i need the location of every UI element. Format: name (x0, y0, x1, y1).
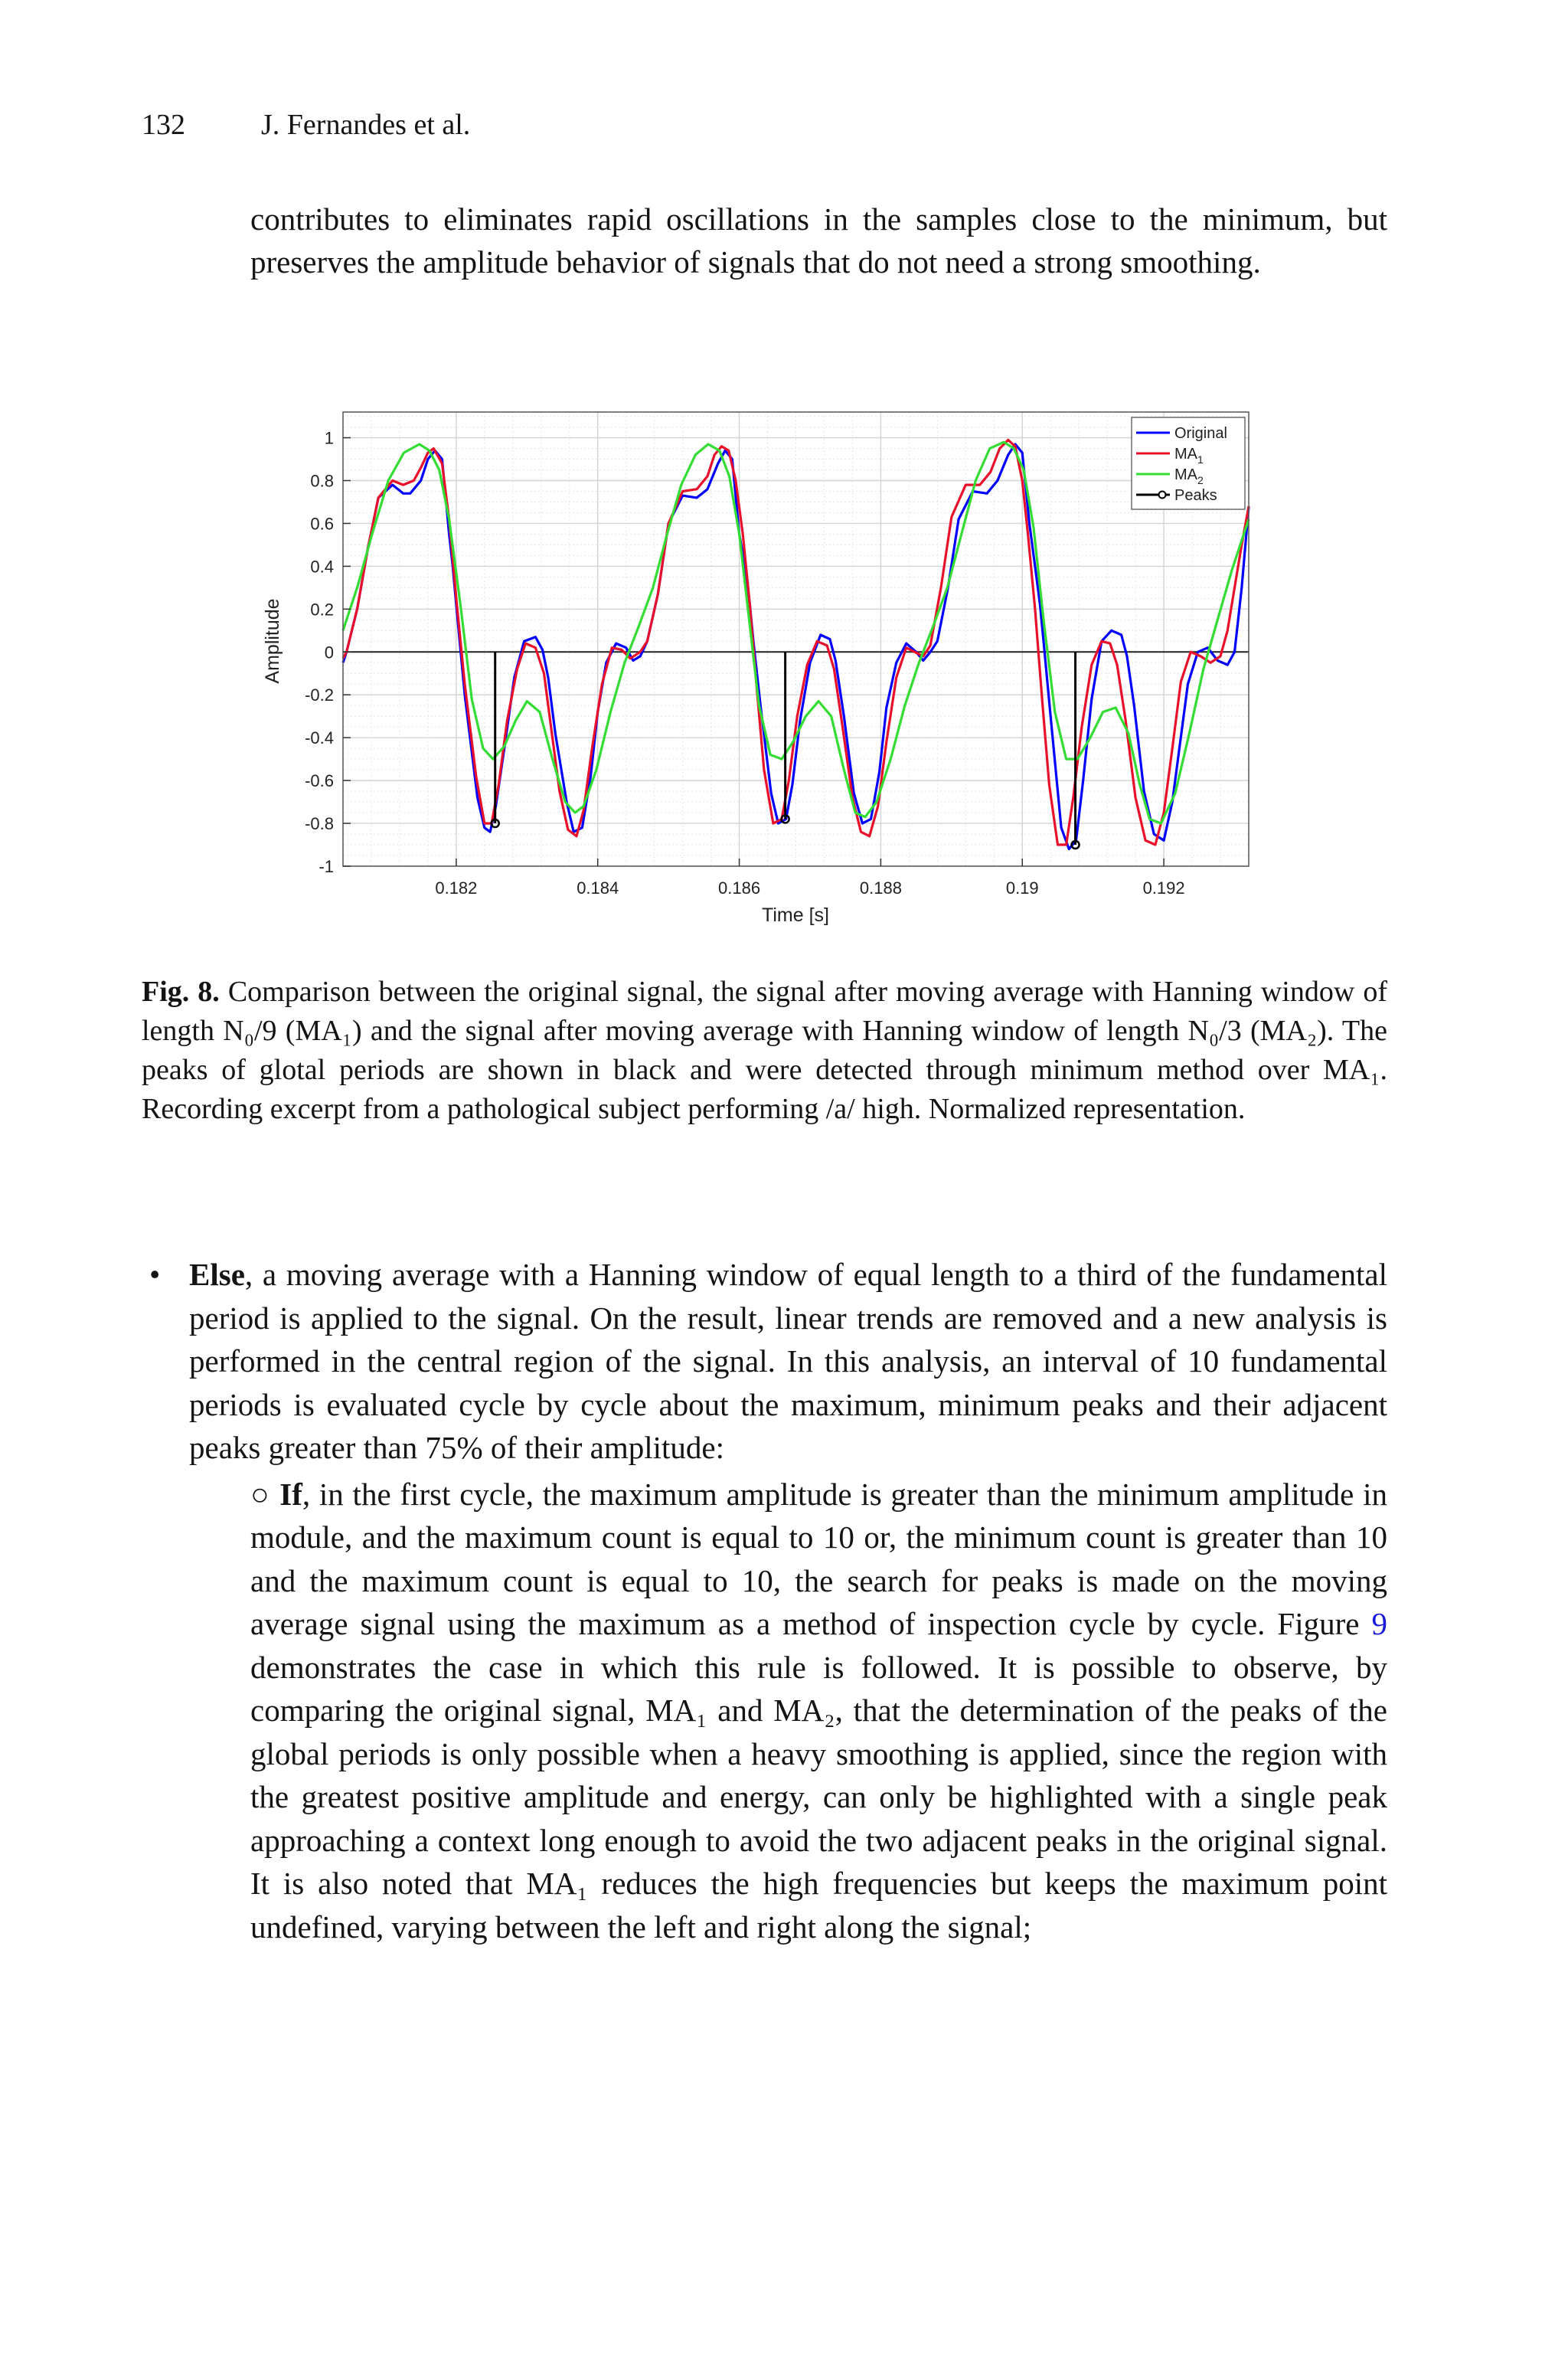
running-title: J. Fernandes et al. (261, 109, 471, 141)
sub-bullet-text (250, 1473, 1387, 1949)
y-tick-label: 0.2 (310, 600, 334, 620)
bullet-symbol: • (149, 1257, 161, 1292)
sub-bullet-body-2: demonstrates the case in which this rule is followed. It is possible to observe, by comparing the original signal, MA₁ and MA₂, that the determination of the peaks of the global periods is only possible when a heavy smoothing is applied, since the region with the greatest positive amplitude and energy, can only be highlighted with a single peak approaching a context long enough to avoid the two adjacent peaks in the original signal. It is also noted that MA₁ reduces the high frequencies but keeps the maximum point undefined, varying between the left and right along the signal; (250, 1649, 1387, 1945)
legend-marker (1159, 492, 1166, 499)
x-axis-label: Time [s] (762, 904, 829, 926)
y-tick-label: -0.8 (305, 814, 334, 834)
sub-bullet-lead: If (279, 1476, 302, 1512)
x-tick-label: 0.184 (577, 878, 619, 898)
x-tick-label: 0.182 (435, 878, 478, 898)
y-tick-label: 0.6 (310, 514, 334, 534)
bullet-list (142, 1253, 1387, 1948)
running-head (142, 106, 470, 144)
legend-label: $MA_2$ (1174, 466, 1204, 486)
y-tick-label: 1 (324, 428, 334, 448)
y-tick-label: -0.4 (305, 728, 334, 748)
y-tick-label: -1 (318, 857, 334, 876)
sub-bullet-item (142, 1473, 1387, 1949)
legend-label: Peaks (1174, 487, 1217, 504)
legend-label-subscript: 2 (1197, 474, 1204, 486)
x-tick-label: 0.19 (1005, 878, 1039, 898)
legend (1132, 417, 1245, 509)
figure-9-link[interactable]: 9 (1371, 1606, 1387, 1641)
signal-chart (253, 394, 1271, 931)
caption-body: Comparison between the original signal, the signal after moving average with Hanning window of length N₀/9 (MA₁) and the signal after moving average with Hanning window of length N₀/3 (MA₂). The peaks of glotal periods are shown in black and were detected through minimum method over MA₁. Recording excerpt from a pathological subject performing /a/ high. Normalized representation. (142, 976, 1387, 1125)
bullet-body: , a moving average with a Hanning window of equal length to a third of the fundamental period is applied to the signal. On the result, linear trends are removed and a new analysis is performed in the central region of the signal. In this analysis, an interval of 10 fundamental periods is evaluated cycle by cycle about the maximum, minimum peaks and their adjacent peaks greater than 75% of their amplitude: (189, 1257, 1387, 1465)
y-tick-label: -0.2 (305, 685, 334, 705)
y-tick-label: -0.6 (305, 771, 334, 791)
bullet-lead: Else (189, 1257, 245, 1292)
bullet-item (142, 1253, 1387, 1470)
y-tick-label: 0.4 (310, 557, 334, 577)
legend-label: Original (1174, 425, 1227, 442)
intro-paragraph (250, 198, 1387, 283)
caption-text (142, 973, 1387, 1129)
y-axis-label: Amplitude (262, 598, 283, 684)
caption-label: Fig. 8. (142, 976, 220, 1008)
legend-label: $MA_1$ (1174, 446, 1204, 466)
page-number: 132 (142, 109, 185, 141)
y-tick-label: 0 (324, 643, 334, 662)
sub-bullet-body-1: , in the first cycle, the maximum amplitude is greater than the minimum amplitude in module, and the maximum count is equal to 10 or, the minimum count is greater than 10 and the maximum count is equal to 10, the search for peaks is made on the moving average signal using the maximum as a method of inspection cycle by cycle. Figure (250, 1476, 1387, 1641)
bullet-text (189, 1253, 1387, 1470)
sub-bullet-symbol: ○ (250, 1476, 271, 1512)
legend-label-subscript: 1 (1197, 453, 1204, 466)
y-tick-label: 0.8 (310, 471, 334, 491)
figure-8 (253, 394, 1271, 931)
x-tick-label: 0.192 (1142, 878, 1185, 898)
x-tick-label: 0.186 (718, 878, 761, 898)
intro-paragraph-text: contributes to eliminates rapid oscillations in the samples close to the minimum, but preserves the amplitude behavior of signals that do not need a strong smoothing. (250, 201, 1387, 280)
x-tick-label: 0.188 (859, 878, 902, 898)
figure-caption (142, 973, 1387, 1129)
